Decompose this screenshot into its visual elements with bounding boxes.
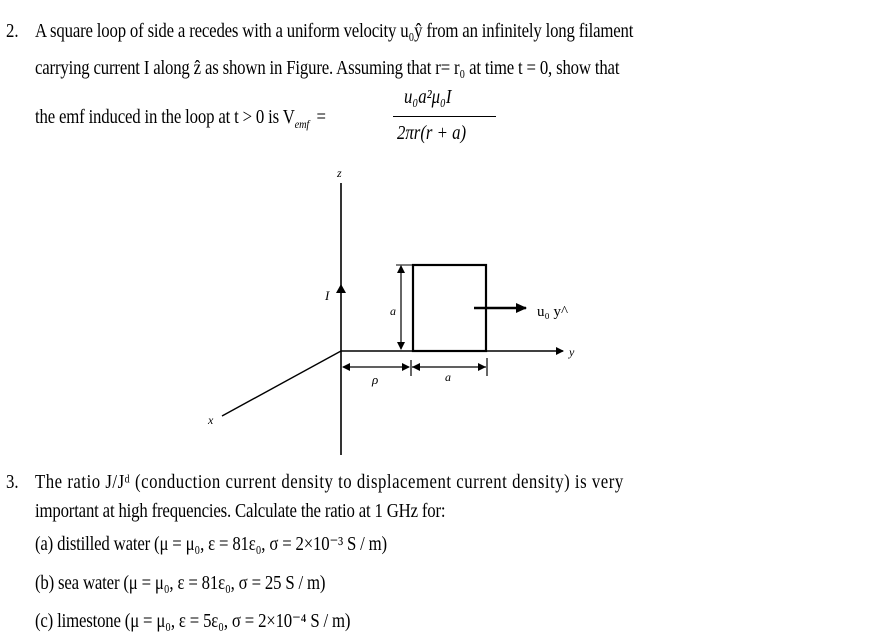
problem-3-part-b: (b) sea water (μ = μ₀, ε = 81ε₀, σ = 25 S / m)	[35, 573, 326, 594]
problem-3-line-2: important at high frequencies. Calculate the ratio at 1 GHz for:	[35, 501, 446, 522]
emf-equals: =	[316, 107, 326, 128]
emf-fraction-denominator: 2πr(r + a)	[397, 123, 467, 144]
label-a-horizontal: a	[445, 370, 451, 384]
problem-3-part-c: (c) limestone (μ = μ₀, ε = 5ε₀, σ = 2×10⁻⁴ S / m)	[35, 611, 351, 632]
emf-statement: the emf induced in the loop at t > 0 is V	[35, 107, 295, 128]
label-x: x	[208, 413, 214, 427]
label-rho: ρ	[372, 372, 379, 387]
emf-fraction-numerator: u₀a²μ₀I	[404, 87, 452, 108]
current-arrow	[336, 284, 346, 293]
label-I: I	[325, 288, 330, 303]
problem-3-line-1: The ratio J/Jᵈ (conduction current density to displacement current density) is very	[35, 472, 624, 493]
label-velocity: u₀ y^	[537, 304, 569, 320]
problem-3-part-a: (a) distilled water (μ = μ₀, ε = 81ε₀, σ = 2×10⁻³ S / m)	[35, 534, 387, 555]
problem-3-number: 3.	[6, 472, 19, 493]
problem-2-line-2: carrying current I along ẑ as shown in Figure. Assuming that r= r₀ at time t = 0, show that	[35, 58, 620, 79]
x-axis	[222, 351, 341, 416]
label-z: z	[337, 166, 342, 180]
problem-2-line-1: A square loop of side a recedes with a uniform velocity u₀ŷ from an infinitely long filament	[35, 21, 634, 42]
label-y: y	[569, 345, 575, 359]
emf-subscript: emf	[294, 116, 310, 131]
problem-2-number: 2.	[6, 21, 19, 42]
label-a-vertical: a	[390, 304, 396, 318]
